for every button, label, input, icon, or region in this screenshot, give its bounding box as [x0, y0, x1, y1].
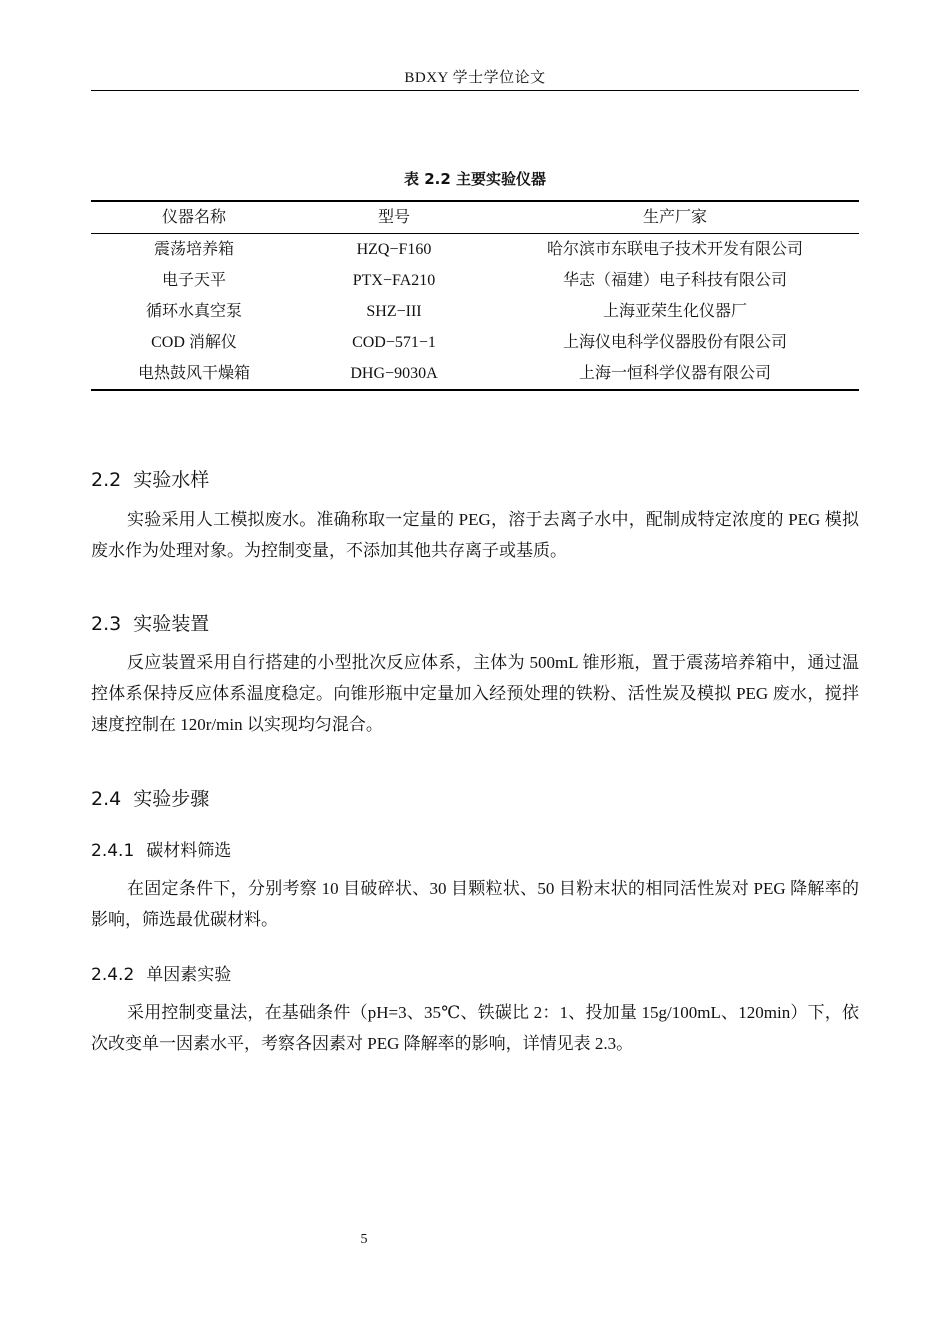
section-number: 2.4	[91, 788, 122, 810]
table-cell: PTX−FA210	[352, 272, 436, 289]
table-cell: SHZ−III	[366, 303, 422, 320]
header-rule	[91, 90, 859, 91]
table-cell: 上海亚荣生化仪器厂	[602, 303, 747, 320]
table-row	[91, 358, 859, 390]
section-title: 实验装置	[133, 613, 210, 635]
section-heading-2-2	[91, 465, 209, 492]
section-title: 实验步骤	[133, 788, 210, 810]
table-cell: COD−571−1	[352, 334, 436, 351]
table-caption: 表 2.2 主要实验仪器	[403, 170, 547, 188]
table-row	[91, 265, 859, 296]
paragraph-water-sample: 实验采用人工模拟废水。准确称取一定量的 PEG，溶于去离子水中，配制成特定浓度的 PEG 模拟废水作为处理对象。为控制变量，不添加其他共存离子或基质。	[91, 510, 859, 560]
table-cell: 哈尔滨市东联电子技术开发有限公司	[546, 241, 803, 258]
section-title: 实验水样	[133, 469, 210, 491]
subsection-title: 单因素实验	[146, 965, 232, 985]
table-cell: 循环水真空泵	[145, 303, 242, 320]
table-row	[91, 234, 859, 266]
subsection-heading-2-4-1	[91, 836, 231, 861]
table-cell: DHG−9030A	[350, 365, 438, 382]
table-cell: 电子天平	[161, 272, 226, 289]
table-cell: 电热鼓风干燥箱	[137, 365, 250, 382]
subsection-number: 2.4.2	[91, 965, 135, 985]
table-cell: 上海仪电科学仪器股份有限公司	[562, 334, 787, 351]
section-number: 2.3	[91, 613, 122, 635]
table-cell: 华志（福建）电子科技有限公司	[562, 272, 787, 289]
column-header-manufacturer: 生产厂家	[642, 209, 707, 226]
page-number: 5	[360, 1232, 368, 1247]
table-cell: HZQ−F160	[356, 241, 432, 258]
table-cell: 上海一恒科学仪器有限公司	[578, 365, 771, 382]
column-header-model: 型号	[377, 209, 410, 226]
section-number: 2.2	[91, 469, 122, 491]
table-header-row	[91, 201, 859, 234]
paragraph-single-factor: 采用控制变量法，在基础条件（pH=3、35℃、铁碳比 2：1、投加量 15g/100mL、120min）下，依次改变单一因素水平，考察各因素对 PEG 降解率的影响，详情见表 2.3。	[91, 1003, 859, 1053]
instruments-table	[91, 200, 859, 391]
subsection-number: 2.4.1	[91, 841, 135, 861]
paragraph-carbon-screening: 在固定条件下，分别考察 10 目破碎状、30 目颗粒状、50 目粉末状的相同活性炭对 PEG 降解率的影响，筛选最优碳材料。	[91, 879, 859, 929]
subsection-title: 碳材料筛选	[146, 841, 232, 861]
subsection-heading-2-4-2	[91, 960, 231, 985]
table-cell: 震荡培养箱	[153, 241, 234, 258]
section-heading-2-4	[91, 784, 209, 811]
table-row	[91, 296, 859, 327]
running-header: BDXY 学士学位论文	[404, 70, 546, 86]
column-header-name: 仪器名称	[161, 209, 226, 226]
table-cell: COD 消解仪	[151, 334, 237, 351]
paragraph-apparatus: 反应装置采用自行搭建的小型批次反应体系，主体为 500mL 锥形瓶，置于震荡培养箱中，通过温控体系保持反应体系温度稳定。向锥形瓶中定量加入经预处理的铁粉、活性炭及模拟 PEG 废水，搅拌速度控制在 120r/min 以实现均匀混合。	[91, 653, 859, 734]
table-row	[91, 327, 859, 358]
section-heading-2-3	[91, 609, 209, 636]
